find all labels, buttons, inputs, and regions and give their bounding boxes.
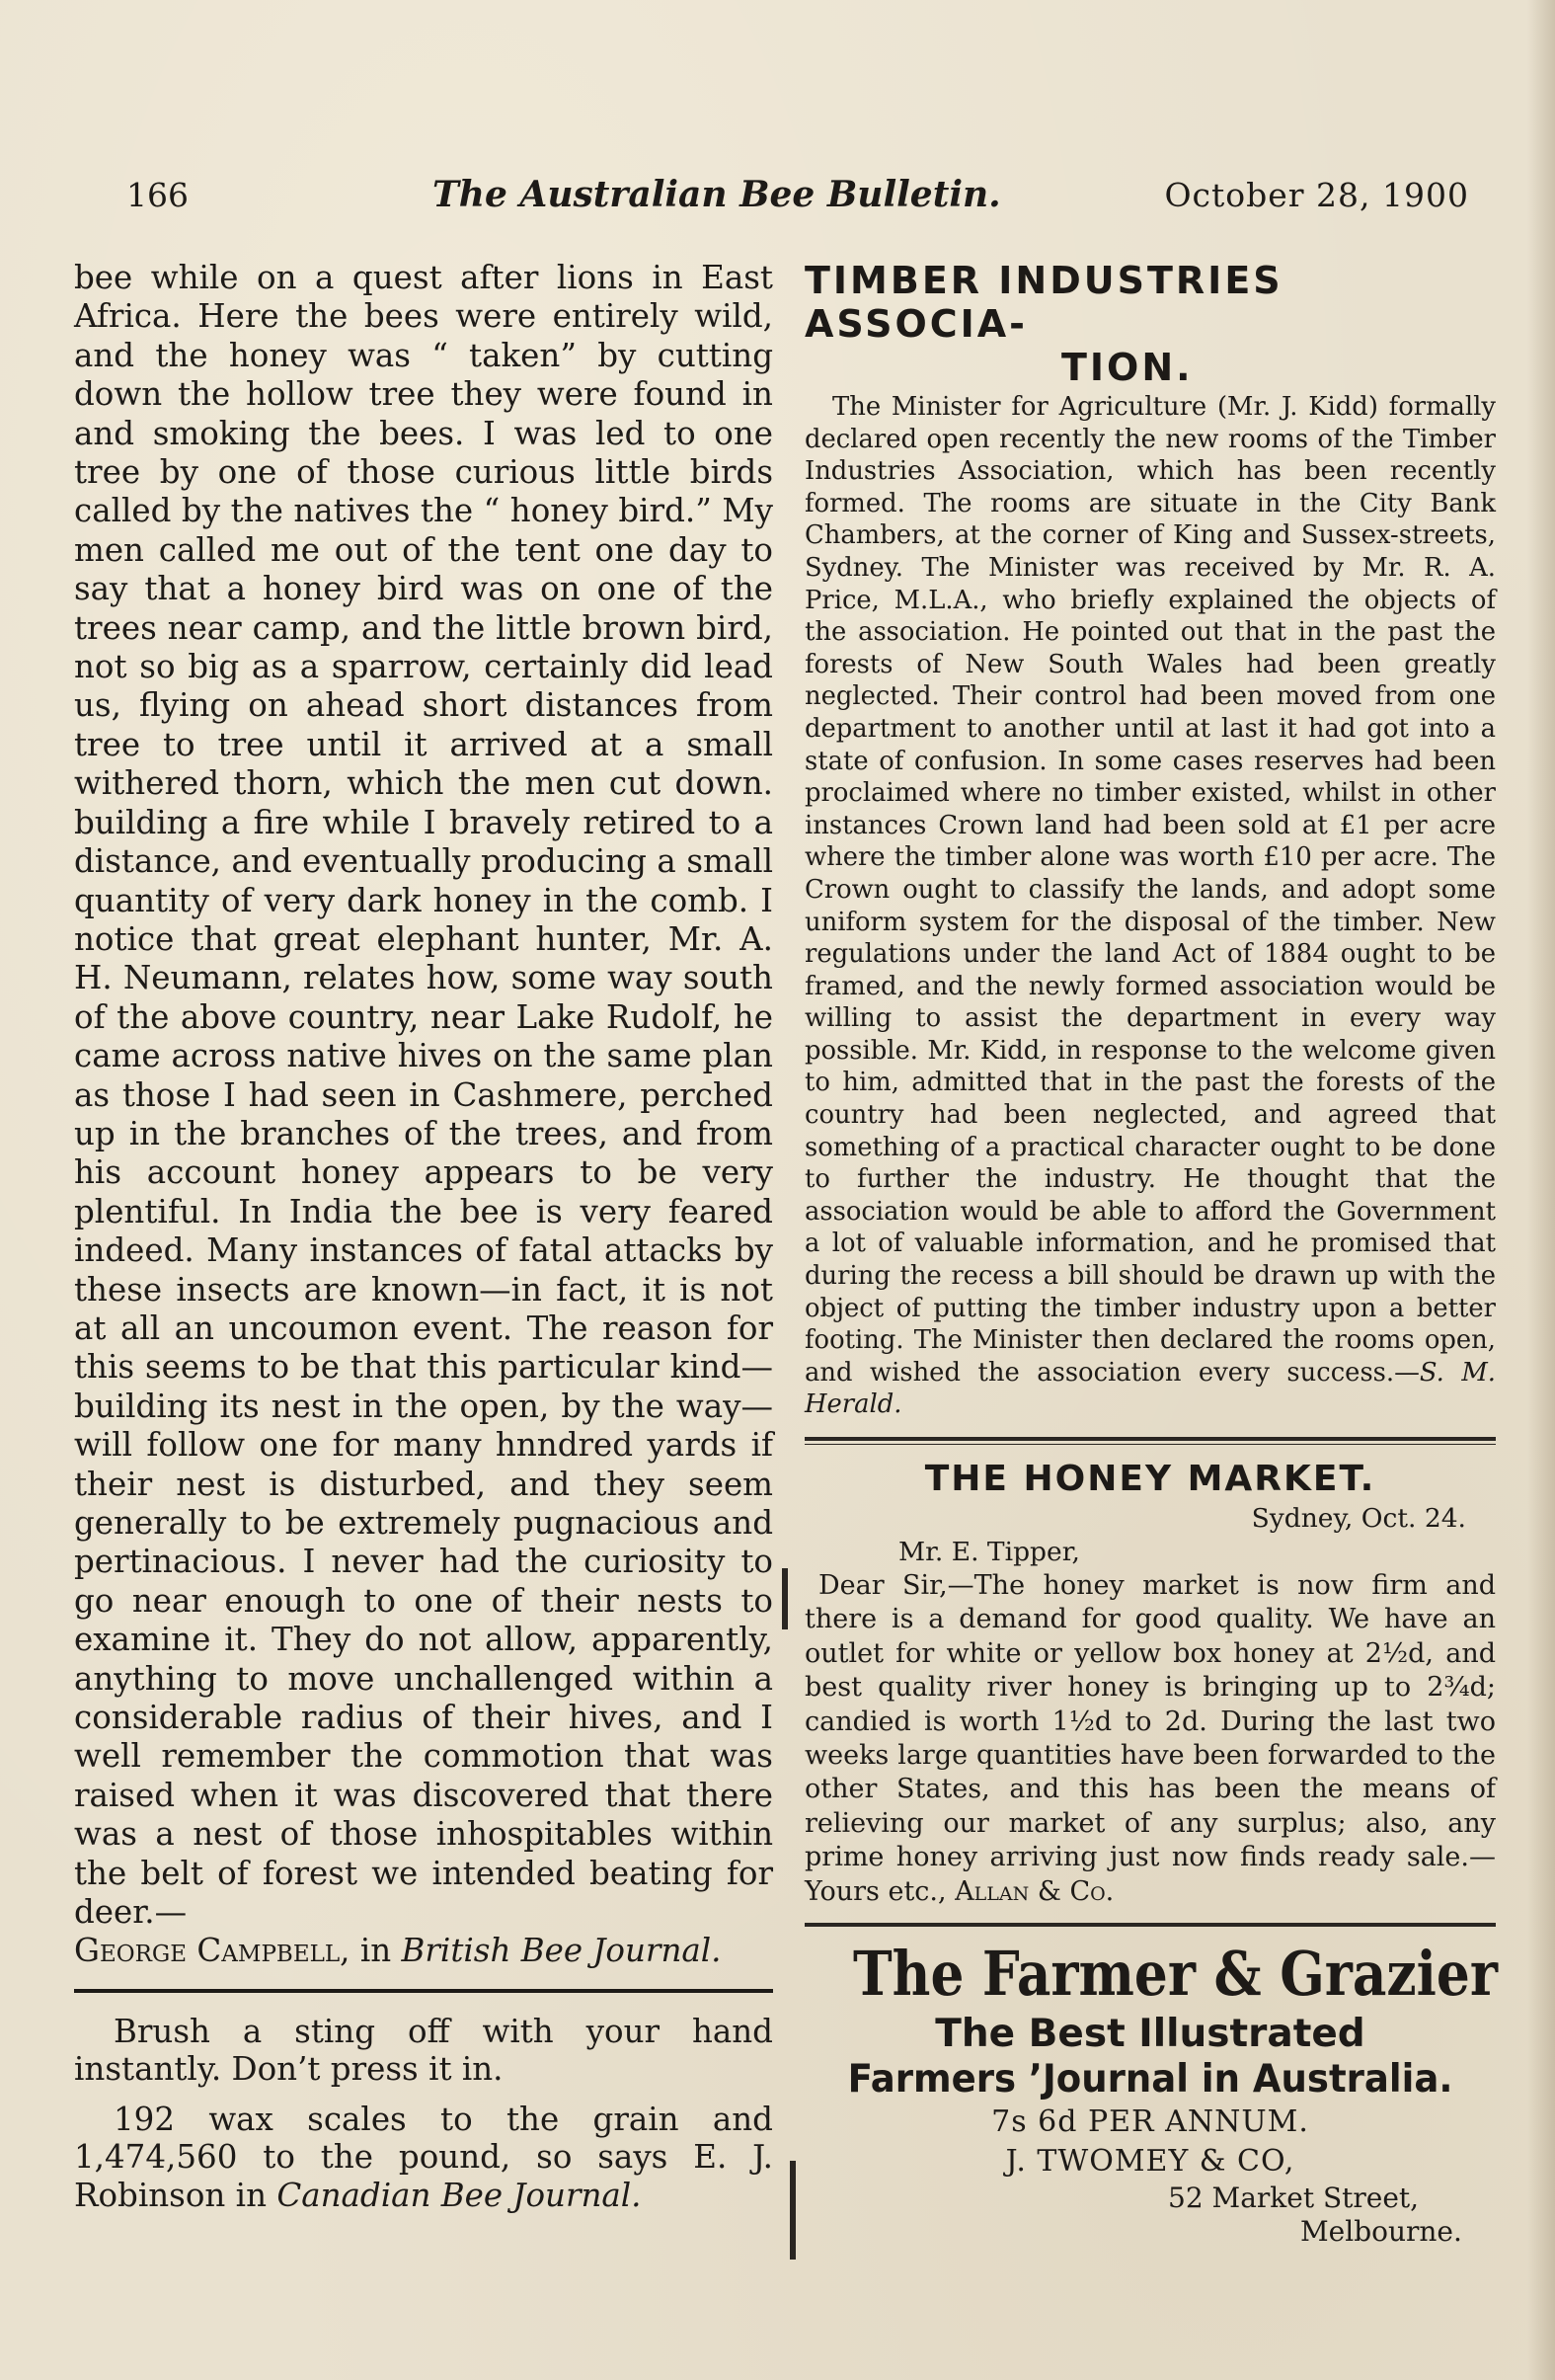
wax-scales-text: 192 wax scales to the grain and 1,474,560 to the pound, so says E. J. Robinson in	[74, 2100, 773, 2214]
honey-market-addressee: Mr. E. Tipper,	[898, 1537, 1080, 1567]
timber-heading-line1: TIMBER INDUSTRIES ASSOCIA-	[805, 259, 1283, 346]
sting-note: Brush a sting off with your hand instantly. Don’t press it in.	[74, 2012, 773, 2089]
honey-market-dateline: Sydney, Oct. 24.	[1251, 1503, 1466, 1534]
article-source-journal: British Bee Journal.	[401, 1932, 722, 1970]
honey-market-heading: THE HONEY MARKET.	[924, 1459, 1376, 1499]
timber-heading-line2: TION.	[1061, 346, 1194, 389]
issue-date: October 28, 1900	[1164, 176, 1469, 214]
advert-tagline-2: Farmers ’Journal in Australia.	[847, 2057, 1453, 2102]
advert-price: 7s 6d PER ANNUM.	[991, 2104, 1309, 2140]
article-text: bee while on a quest after lions in East Africa. Here the bees were entirely wild, and the honey was “ taken” by cutting down the hollow tree they were found in and smoking the bees. I was led to one tree by one of those curious little birds called by the natives the “ honey bird.” My men called me out of the tent one day to say that a honey bird was on one of the trees near camp, and the little brown bird, not so big as a sparrow, certainly did lead us, flying on ahead short distances from tree to tree until it arrived at a small withered thorn, which the men cut down. building a fire while I bravely retired to a distance, and eventually producing a small quantity of very dark honey in the comb. I notice that great elephant hunter, Mr. A. H. Neumann, relates how, some way south of the above country, near Lake Rudolf, he came across native hives on the same plan as those I had seen in Cashmere, perched up in the branches of the trees, and from his account honey appears to be very plentiful. In India the bee is very feared indeed. Many instances of fatal attacks by these insects are known—in fact, it is not at all an uncoumon event. The reason for this seems to be that this particular kind—building its nest in the open, by the way—will follow one for many hnndred yards if their nest is disturbed, and they seem generally to be extremely pugnacious and pertinacious. I never had the curiosity to go near enough to one of their nests to examine it. They do not allow, apparently, anything to move unchallenged within a considerable radius of their hives, and I well remember the commotion that was raised when it was discovered that there was a nest of those inhospitables within the belt of forest we intended beating for deer.—	[74, 259, 773, 1932]
honey-rule-thick	[805, 1437, 1496, 1441]
wax-scales-journal: Canadian Bee Journal.	[276, 2176, 642, 2214]
honey-market-letter	[805, 1569, 1496, 1909]
page-edge-shadow	[1527, 0, 1555, 2380]
right-column	[805, 259, 1496, 2249]
honey-rule	[805, 1437, 1496, 1445]
timber-body: The Minister for Agriculture (Mr. J. Kidd) formally declared open recently the new rooms of the Timber Industries Association, which has been recently formed. The rooms are situate in the City Bank Chambers, at the corner of King and Sussex-streets, Sydney. The Minister was received by Mr. R. A. Price, M.L.A., who briefly explained the objects of the association. He pointed out that in the past the forests of New South Wales had been greatly neglected. Their control had been moved from one department to another until at last it had got into a state of confusion. In some cases reserves had been proclaimed where no timber existed, whilst in other instances Crown land had been sold at £1 per acre where the timber alone was worth £10 per acre. The Crown ought to classify the lands, and adopt some uniform system for the disposal of the timber. New regulations under the land Act of 1884 ought to be framed, and the newly formed association would be willing to assist the department in every way possible. Mr. Kidd, in response to the welcome given to him, admitted that in the past the forests of the country had been neglected, and agreed that something of a practical character ought to be done to further the industry. He thought that the association would be able to afford the Government a lot of valuable information, and he promised that during the recess a bill should be drawn up with the object of putting the timber industry upon a better footing. The Minister then declared the rooms open, and wished the association every success.—	[805, 392, 1496, 1388]
honey-rule-thin	[805, 1444, 1496, 1445]
advert-title: The Farmer & Grazier	[853, 1938, 1498, 2011]
advert-rule	[805, 1923, 1496, 1927]
advert-address-street: 52 Market Street,	[1168, 2182, 1420, 2215]
page-number: 166	[126, 176, 189, 214]
article-continuation	[74, 259, 773, 1971]
margin-bracket-mark	[782, 1568, 788, 1629]
honey-market-signature: Allan & Co.	[955, 1875, 1115, 1907]
page-header	[126, 176, 1469, 225]
advert-company: J. TWOMEY & CO,	[1005, 2144, 1295, 2180]
honey-market-body: Dear Sir,—The honey market is now firm and there is a demand for good quality. We have an outlet for white or yellow box honey at 2½d, and best quality river honey is bringing up to 2¾d; candied is worth 1½d to 2d. During the last two weeks large quantities have been forwarded to the other States, and this has been the means of relieving our market of any surplus; also, any prime honey arriving just now finds ready sale.—Yours etc.,	[805, 1570, 1496, 1907]
left-column	[74, 259, 773, 2214]
advert-address-city: Melbourne.	[1300, 2215, 1462, 2249]
article-signature-in: , in	[340, 1932, 402, 1970]
advert-tagline-1: The Best Illustrated	[935, 2012, 1365, 2057]
timber-article	[805, 391, 1496, 1421]
timber-source: S. M. Herald.	[805, 1357, 1496, 1420]
section-divider	[74, 1989, 773, 1993]
article-author: George Campbell	[74, 1932, 341, 1970]
wax-scales-note	[74, 2101, 773, 2215]
journal-title: The Australian Bee Bulletin.	[432, 174, 1001, 215]
farmer-grazier-advert	[805, 1937, 1496, 2249]
margin-bracket-mark-lower	[790, 2161, 796, 2260]
